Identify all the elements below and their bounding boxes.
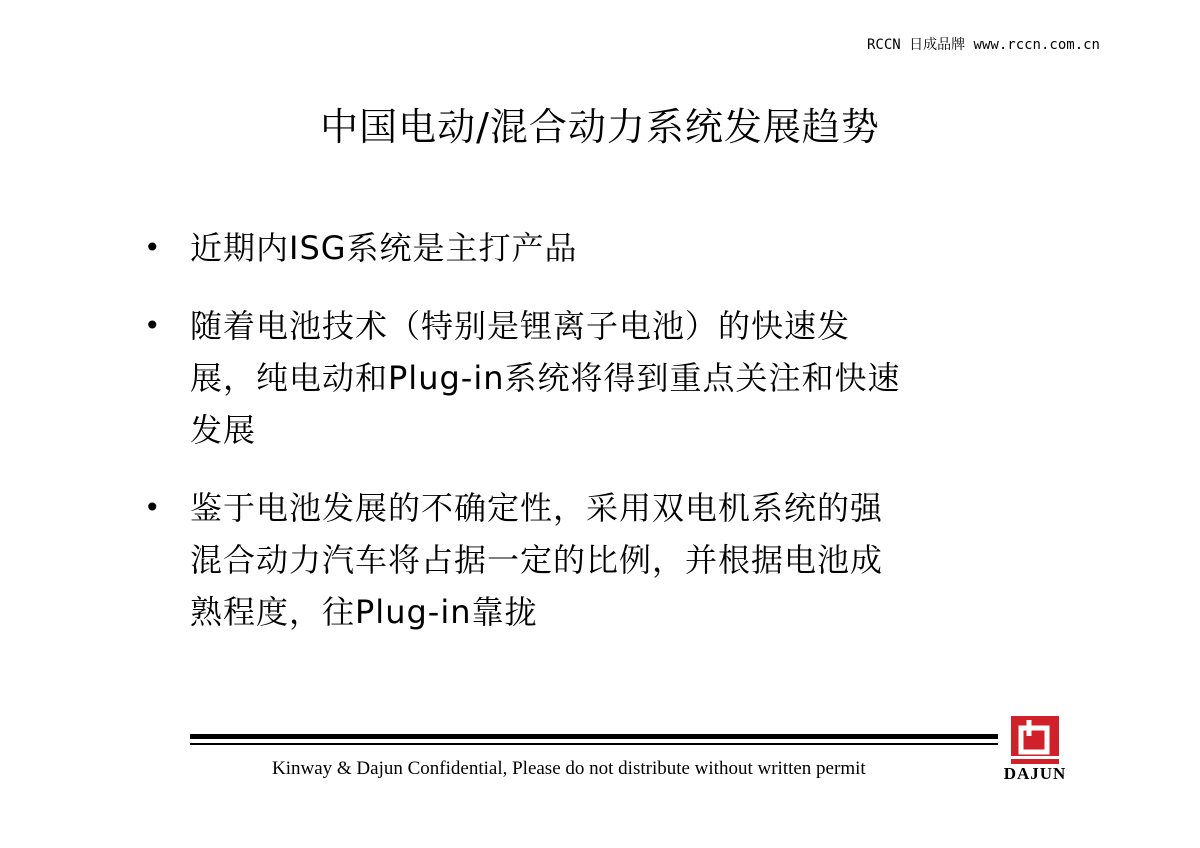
bullet-item bbox=[140, 482, 1040, 638]
bullet-line: 近期内ISG系统是主打产品 bbox=[190, 229, 578, 267]
bullet-line: 混合动力汽车将占据一定的比例，并根据电池成 bbox=[190, 541, 884, 579]
dajun-logo-icon bbox=[1011, 716, 1059, 764]
footer-divider-thin bbox=[190, 743, 998, 745]
dajun-logo-text: DAJUN bbox=[1003, 764, 1067, 783]
bullet-line: 发展 bbox=[190, 411, 257, 449]
footer-divider-thick bbox=[190, 734, 998, 739]
bullet-list bbox=[140, 222, 1040, 664]
bullet-line: 展，纯电动和Plug-in系统将得到重点关注和快速 bbox=[190, 359, 901, 397]
bullet-item bbox=[140, 222, 1040, 274]
confidential-notice: Kinway & Dajun Confidential, Please do not distribute without written permit bbox=[272, 758, 866, 779]
bullet-dot: • bbox=[144, 491, 162, 524]
slide-title: 中国电动/混合动力系统发展趋势 bbox=[320, 105, 880, 149]
bullet-line: 熟程度，往Plug-in靠拢 bbox=[190, 593, 538, 631]
dajun-logo bbox=[1000, 716, 1070, 786]
bullet-item bbox=[140, 300, 1040, 456]
bullet-dot: • bbox=[144, 309, 162, 342]
bullet-dot: • bbox=[144, 231, 162, 264]
watermark-text: RCCN 日成品牌 www.rccn.com.cn bbox=[866, 37, 1100, 53]
bullet-line: 鉴于电池发展的不确定性，采用双电机系统的强 bbox=[190, 489, 884, 527]
bullet-line: 随着电池技术（特别是锂离子电池）的快速发 bbox=[190, 307, 851, 345]
